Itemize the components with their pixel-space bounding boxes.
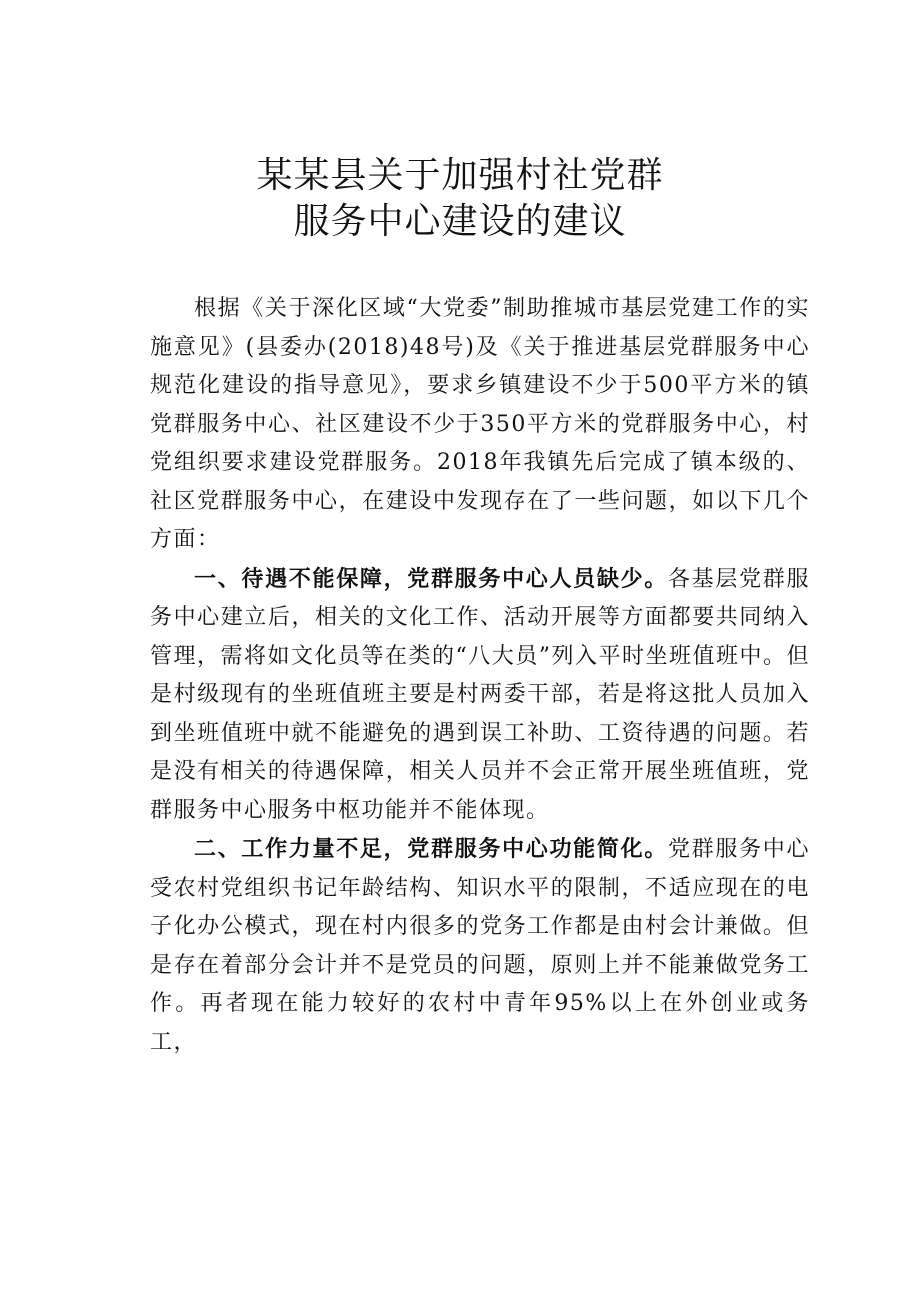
section-1-text: 各基层党群服务中心建立后，相关的文化工作、活动开展等方面都要共同纳入管理，需将如文化员等在类的“八大员”列入平时坐班值班中。但是村级现有的坐班值班主要是村两委干部，若是将这批人员加入到坐班值班中就不能避免的遇到误工补助、工资待遇的问题。若是没有相关的待遇保障，相关人员并不会正常开展坐班值班，党群服务中心服务中枢功能并不能体现。	[150, 566, 810, 823]
section-2-text: 党群服务中心受农村党组织书记年龄结构、知识水平的限制，不适应现在的电子化办公模式，现在村内很多的党务工作都是由村会计兼做。但是存在着部分会计并不是党员的问题，原则上并不能兼做党务工作。再者现在能力较好的农村中青年95%以上在外创业或务工，	[150, 837, 810, 1055]
paragraph-intro-text: 根据《关于深化区域“大党委”制助推城市基层党建工作的实施意见》(县委办(2018)48号)及《关于推进基层党群服务中心规范化建设的指导意见》，要求乡镇建设不少于500平方米的镇党群服务中心、社区建设不少于350平方米的党群服务中心，村党组织要求建设党群服务。2018年我镇先后完成了镇本级的、社区党群服务中心，在建设中发现存在了一些问题，如以下几个方面：	[150, 296, 810, 552]
document-body	[150, 290, 810, 1062]
paragraph-section-1	[150, 560, 810, 831]
document-title-line-2: 服务中心建设的建议	[293, 201, 627, 242]
paragraph-intro	[150, 290, 810, 560]
section-2-heading: 二、工作力量不足，党群服务中心功能简化。	[194, 836, 668, 862]
section-1-heading: 一、待遇不能保障，党群服务中心人员缺少。	[194, 565, 668, 592]
paragraph-section-2	[150, 830, 810, 1062]
document-title-line-1: 某某县关于加强村社党群	[256, 155, 664, 196]
